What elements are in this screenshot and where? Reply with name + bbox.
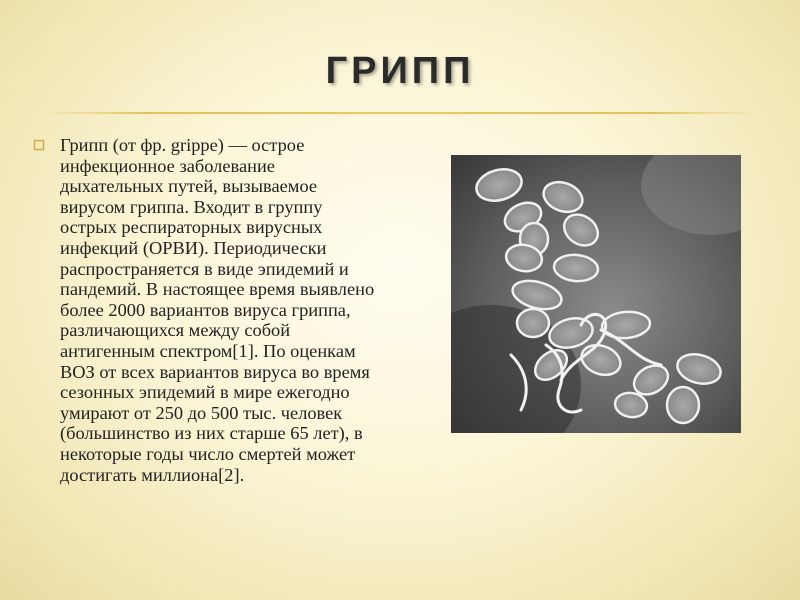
hollow-square-bullet-icon (33, 139, 47, 153)
influenza-virus-micrograph-icon (451, 155, 741, 433)
body-paragraph: Грипп (от фр. grippe) — острое инфекционное заболевание дыхательных путей, вызываемое вирусом гриппа. Входит в группу острых респираторных вирусных инфекций (ОРВИ). Периодически распространяется в виде эпидемий и пандемий. В настоящее время выявлено более 2000 вариантов вируса гриппа, различающихся между собой антигенным спектром[1]. По оценкам ВОЗ от всех вариантов вируса во время сезонных эпидемий в мире ежегодно умирают от 250 до 500 тыс. человек (большинство из них старше 65 лет), в некоторые годы число смертей может достигать миллиона[2]. (60, 135, 375, 485)
title-divider (40, 112, 760, 114)
slide-title: ГРИПП (325, 50, 475, 92)
